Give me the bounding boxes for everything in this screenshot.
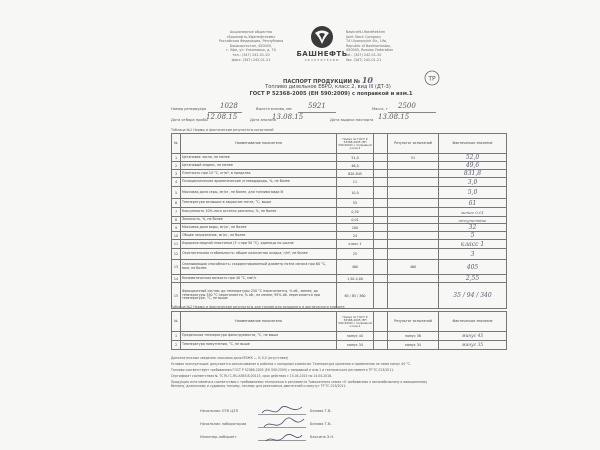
row-result (388, 170, 439, 178)
row-extra (374, 249, 388, 260)
row-result (388, 162, 439, 170)
row-result (388, 217, 439, 224)
table-row (172, 217, 507, 224)
row-fact: менее 0,01 (439, 208, 507, 217)
row-spec: 1,50-4,00 (337, 275, 374, 283)
row-extra (374, 275, 388, 283)
mass-label: Масса, т (372, 107, 388, 111)
table-row (172, 249, 507, 260)
product-name: Топливо дизельное ЕВРО, класс 2, вид III (ДТ-3) (265, 84, 391, 90)
row-name: Коксуемость 10%-ного остатка разгонки, %, не более (181, 208, 337, 217)
address-line: Joint Stock Company (346, 34, 382, 39)
address-line: tel.: (347) 242-01-20 (346, 52, 382, 57)
row-spec: 200 (337, 224, 374, 232)
row-no: 4 (172, 178, 181, 187)
logo-name: БАШНЕФТЬ (296, 50, 348, 58)
row-result (388, 199, 439, 208)
table-row (172, 260, 507, 275)
row-fact: 3,0 (439, 178, 507, 187)
row-name: Температура вспышки в закрытом тигле, °С, выше (181, 199, 337, 208)
row-name: Массовая доля воды, мг/кг, не более (181, 224, 337, 232)
row-name: Цетановое число, не менее (181, 154, 337, 162)
row-name: Массовая доля серы, мг/кг, не более, для топлива вида III (181, 187, 337, 199)
row-extra (374, 187, 388, 199)
row-fact: 3 (439, 249, 507, 260)
note-line: Продукция изготовлена в соответствии с требованиями технического регламента Таможенного союза «О требованиях к автомобильному и авиационному бензину, дизельному и судовому топливу, топливу для реактивных двигателей и мазуту» ТР ТС 013/2011. (171, 380, 428, 388)
note-line: Сертификат соответствия № ТС RU C-RU.АЯ45.В.00115, срок действия с 15.04.2015 по 14.04.2018. (171, 374, 333, 378)
row-no: 15 (172, 283, 181, 309)
row-result (388, 240, 439, 249)
row-fact: 2,55 (439, 275, 507, 283)
sample-date-value: 12.08.15 (206, 113, 238, 121)
row-fact: 831,8 (439, 170, 507, 178)
row-result: минус 36 (388, 332, 439, 341)
row-extra (374, 232, 388, 240)
col-no: № (172, 134, 181, 154)
table-row (172, 232, 507, 240)
row-no: 2 (172, 162, 181, 170)
row-extra (374, 341, 388, 350)
analysis-date-label: Дата анализа (250, 118, 276, 122)
row-extra (374, 154, 388, 162)
row-result (388, 275, 439, 283)
bashneft-emblem-icon (292, 22, 352, 50)
table-row (172, 154, 507, 162)
row-extra (374, 332, 388, 341)
signature-name: Бахтина З.Н. (310, 435, 335, 439)
address-line: Акционерное общество (229, 30, 273, 34)
col-name: Наименование показателя (181, 134, 337, 154)
row-result (388, 187, 439, 199)
note-line: Условия эксплуатации: допускается использование в районах с холодным климатом. Температура хранения и применения не ниже минус 44 °С. (171, 362, 411, 366)
row-name: Окислительная стабильность: общее количество осадка, г/м³, не более (181, 249, 337, 260)
table2-caption: Таблица №2 Нормы и фактические результаты для топлив для холодного и арктического климата (171, 305, 345, 309)
col-fact: Фактическое значение (439, 312, 507, 332)
row-spec: 24 (337, 232, 374, 240)
table-row (172, 199, 507, 208)
tr-certification-mark (424, 70, 440, 90)
row-result (388, 224, 439, 232)
table-row (172, 187, 507, 199)
table-header-row (172, 312, 507, 332)
row-spec: 0,30 (337, 208, 374, 217)
row-name: Полициклические ароматические углеводороды, %, не более (181, 178, 337, 187)
row-fact: 52,0 (439, 154, 507, 162)
passport-number: 10 (361, 75, 373, 85)
row-fact: 49,6 (439, 162, 507, 170)
table-row (172, 224, 507, 232)
row-extra (374, 199, 388, 208)
col-fact: Фактическое значение (439, 134, 507, 154)
table-row (172, 240, 507, 249)
address-line: Российская Федерация, Республика (218, 39, 284, 44)
row-no: 7 (172, 208, 181, 217)
table-row (172, 275, 507, 283)
row-spec: 65 / 85 / 360 (337, 283, 374, 309)
level-underline (298, 112, 336, 113)
col-spec: Норма по ГОСТ Р 52368-2005 (ЕН 590:2009) с поправкой и изм.1 (337, 134, 374, 154)
row-fact: минус 35 (439, 341, 507, 350)
row-extra (374, 224, 388, 232)
row-extra (374, 240, 388, 249)
address-line: г. Уфа, ул. Ульяновых, д. 74 (226, 48, 276, 53)
row-spec: класс 1 (337, 240, 374, 249)
row-extra (374, 170, 388, 178)
col-extra (374, 312, 388, 332)
col-result: Результат испытаний (388, 312, 439, 332)
note-line: Дополнительные сведения: массовая доля МЭЖК — % 0,0 (отсутствие) (171, 356, 289, 360)
row-name: Смазывающая способность: скорректированный диаметр пятна износа при 60 °С, мкм, не более (181, 260, 337, 275)
logo-subtitle: УФАНЕФТЕХИМ (304, 58, 340, 62)
address-line: 450045, Russian Federation (346, 48, 394, 53)
row-name: Предельная температура фильтруемости, °С, не выше (181, 332, 337, 341)
row-spec: 10,0 (337, 187, 374, 199)
row-fact: отсутствие (439, 217, 507, 224)
address-line: «Башнефть-Уфанефтехим» (226, 34, 276, 39)
signature-name: Белова Т.В. (310, 409, 332, 413)
row-name: Температура помутнения, °С, не выше (181, 341, 337, 350)
table-row (172, 162, 507, 170)
issue-date-value: 13.08.15 (378, 113, 410, 121)
row-fact: класс 1 (439, 240, 507, 249)
row-fact: 5 (439, 232, 507, 240)
tank-value: 1028 (220, 102, 238, 110)
col-extra (374, 134, 388, 154)
table-row (172, 332, 507, 341)
title-text: ПАСПОРТ ПРОДУКЦИИ № (283, 79, 361, 85)
row-spec: 25 (337, 249, 374, 260)
row-result (388, 178, 439, 187)
results-table (171, 133, 507, 309)
row-result (388, 232, 439, 240)
row-name: Фракционный состав: до температуры 250 °С перегоняется, % об., менее; до температуры 350 °С перегоняется, % об., не менее; 95% об. перегоняется при температуре, °С, не выше (181, 283, 337, 309)
row-spec: 51,0 (337, 154, 374, 162)
row-spec: 11 (337, 178, 374, 187)
col-no: № (172, 312, 181, 332)
row-fact: 61 (439, 199, 507, 208)
company-address-right (346, 30, 436, 62)
row-spec: минус 44 (337, 332, 374, 341)
cold-climate-table (171, 311, 507, 350)
address-line: 74 Ulyanovykh Str., Ufa, (346, 39, 387, 44)
row-name: Коррозия медной пластинки (3 ч при 50 °С), единицы по шкале (181, 240, 337, 249)
row-fact: 32 (439, 224, 507, 232)
row-no: 12 (172, 249, 181, 260)
row-no: 10 (172, 232, 181, 240)
note-line: Топливо соответствует требованиям ГОСТ Р 52368-2005 (ЕН 590:2009) с поправкой и изм.1 и технического регламента ТР ТС 013/2011. (171, 368, 395, 372)
row-result (388, 249, 439, 260)
row-spec: 55 (337, 199, 374, 208)
table-row (172, 170, 507, 178)
signature-role: Инженер-лаборант (200, 435, 237, 439)
row-spec: минус 34 (337, 341, 374, 350)
row-extra (374, 217, 388, 224)
row-name: Общее загрязнение, мг/кг, не более (181, 232, 337, 240)
row-fact: 405 (439, 260, 507, 275)
table1-caption: Таблица №1 Нормы и фактические результаты испытаний (171, 128, 274, 132)
row-spec: 460 (337, 260, 374, 275)
address-line: Bashneft-Ufaneftekhim (346, 30, 386, 34)
mass-value: 2500 (398, 102, 416, 110)
row-extra (374, 283, 388, 309)
address-line: fax: (347) 242-01-21 (346, 57, 382, 62)
level-label: Высота взлива, мм (256, 107, 292, 111)
row-no: 1 (172, 332, 181, 341)
signature-role: Начальник ОТК ЦЗЛ (200, 409, 239, 413)
table-row (172, 208, 507, 217)
level-value: 5921 (308, 102, 326, 110)
row-no: 11 (172, 240, 181, 249)
tr-mark-text: ТР (428, 75, 436, 83)
company-address-left (206, 30, 296, 62)
tank-label: Номер резервуара (171, 107, 207, 111)
col-name: Наименование показателя (181, 312, 337, 332)
row-spec: 820-845 (337, 170, 374, 178)
row-name: Цетановый индекс, не менее (181, 162, 337, 170)
col-spec: Норма по ГОСТ Р 52368-2005 (ЕН 590:2009) с поправкой и изм.1 (337, 312, 374, 332)
row-fact: 5,0 (439, 187, 507, 199)
row-result: 51 (388, 154, 439, 162)
row-extra (374, 208, 388, 217)
row-name: Кинематическая вязкость при 40 °С, мм²/с (181, 275, 337, 283)
row-fact: 35 / 94 / 340 (439, 283, 507, 309)
row-name: Зольность, %, не более (181, 217, 337, 224)
row-no: 3 (172, 170, 181, 178)
row-extra (374, 162, 388, 170)
address-line: факс: (347) 242-01-21 (231, 57, 271, 62)
row-no: 5 (172, 187, 181, 199)
row-extra (374, 178, 388, 187)
row-no: 14 (172, 275, 181, 283)
row-spec: 0,01 (337, 217, 374, 224)
address-line: Republic of Bashkortostan, (346, 43, 392, 48)
address-line: Башкортостан, 450045, (229, 43, 273, 48)
row-result (388, 208, 439, 217)
company-logo (292, 22, 352, 64)
table-header-row (172, 134, 507, 154)
tr-mark-icon (424, 70, 440, 86)
row-no: 6 (172, 199, 181, 208)
product-standard: ГОСТ Р 52368-2005 (ЕН 590:2009) с поправкой и изм.1 (249, 91, 413, 97)
signature-name: Белова Т.В. (310, 422, 332, 426)
analysis-date-value: 13.08.15 (272, 113, 304, 121)
row-no: 8 (172, 217, 181, 224)
row-no: 2 (172, 341, 181, 350)
row-extra (374, 260, 388, 275)
row-fact: минус 45 (439, 332, 507, 341)
row-result: 460 (388, 260, 439, 275)
handwritten-signature (258, 401, 310, 449)
address-line: тел.: (347) 242-01-20 (232, 52, 270, 57)
col-result: Результат испытаний (388, 134, 439, 154)
sample-date-label: Дата отбора пробы (171, 118, 208, 122)
row-result: минус 34 (388, 341, 439, 350)
row-no: 1 (172, 154, 181, 162)
row-name: Плотность при 15 °С, кг/м³, в пределах (181, 170, 337, 178)
row-spec: 46,0 (337, 162, 374, 170)
table-row (172, 341, 507, 350)
row-no: 9 (172, 224, 181, 232)
row-no: 13 (172, 260, 181, 275)
table-row (172, 178, 507, 187)
signature-role: Начальник лаборатории (200, 422, 247, 426)
issue-date-label: Дата выдачи паспорта (330, 118, 374, 122)
row-result (388, 283, 439, 309)
